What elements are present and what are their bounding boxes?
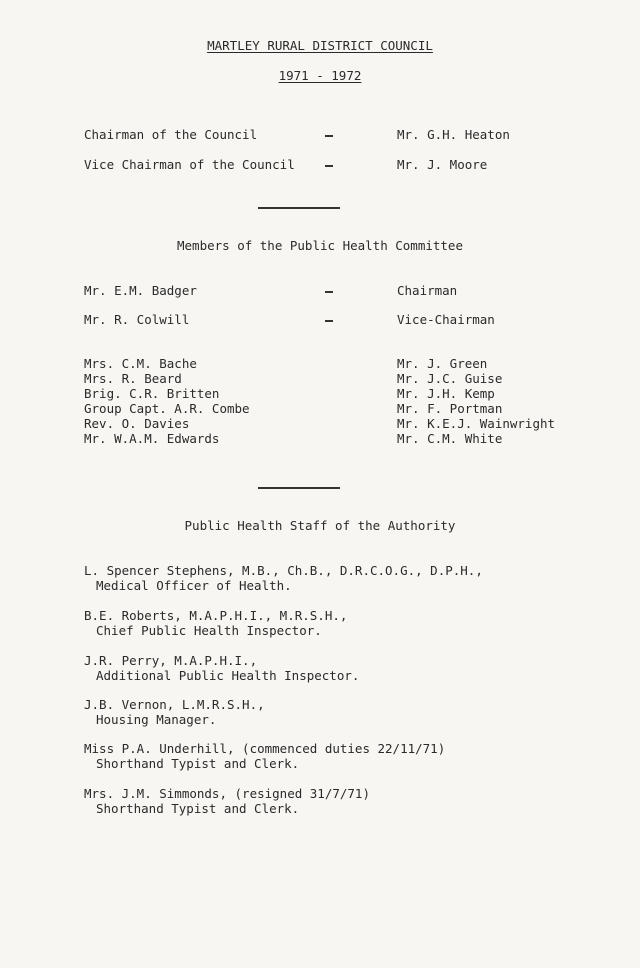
committee-officer-role: Vice-Chairman [397, 312, 495, 327]
committee-officer-name: Mr. E.M. Badger [84, 283, 197, 298]
member-name: Mr. J.H. Kemp [397, 386, 495, 401]
staff-name: J.B. Vernon, L.M.R.S.H., [84, 697, 265, 712]
committee-heading: Members of the Public Health Committee [177, 238, 463, 253]
member-name: Mrs. C.M. Bache [84, 356, 197, 371]
officer-role: Vice Chairman of the Council [84, 157, 295, 172]
committee-officer-role: Chairman [397, 283, 458, 298]
separator-dash [325, 135, 333, 137]
staff-name: B.E. Roberts, M.A.P.H.I., M.R.S.H., [84, 608, 348, 623]
staff-title: Housing Manager. [96, 712, 217, 727]
officer-name: Mr. G.H. Heaton [397, 127, 510, 142]
section-divider [258, 487, 340, 489]
member-name: Rev. O. Davies [84, 416, 190, 431]
member-name: Mr. J.C. Guise [397, 371, 503, 386]
separator-dash [325, 165, 333, 167]
council-title: MARTLEY RURAL DISTRICT COUNCIL [207, 38, 433, 53]
member-name: Mr. J. Green [397, 356, 488, 371]
staff-title: Additional Public Health Inspector. [96, 668, 360, 683]
member-name: Mrs. R. Beard [84, 371, 182, 386]
year-range: 1971 - 1972 [278, 68, 362, 83]
member-name: Mr. C.M. White [397, 431, 503, 446]
officer-name: Mr. J. Moore [397, 157, 488, 172]
staff-name: Miss P.A. Underhill, (commenced duties 22/11/71) [84, 741, 446, 756]
staff-name: J.R. Perry, M.A.P.H.I., [84, 653, 258, 668]
officer-role: Chairman of the Council [84, 127, 258, 142]
member-name: Group Capt. A.R. Combe [84, 401, 250, 416]
staff-name: L. Spencer Stephens, M.B., Ch.B., D.R.C.O.G., D.P.H., [84, 563, 483, 578]
member-name: Mr. K.E.J. Wainwright [397, 416, 556, 431]
staff-heading: Public Health Staff of the Authority [184, 518, 456, 533]
separator-dash [325, 291, 333, 293]
member-name: Brig. C.R. Britten [84, 386, 220, 401]
section-divider [258, 207, 340, 209]
staff-title: Shorthand Typist and Clerk. [96, 756, 300, 771]
staff-name: Mrs. J.M. Simmonds, (resigned 31/7/71) [84, 786, 370, 801]
staff-title: Chief Public Health Inspector. [96, 623, 322, 638]
staff-title: Medical Officer of Health. [96, 578, 292, 593]
committee-officer-name: Mr. R. Colwill [84, 312, 190, 327]
member-name: Mr. F. Portman [397, 401, 503, 416]
staff-title: Shorthand Typist and Clerk. [96, 801, 300, 816]
separator-dash [325, 320, 333, 322]
member-name: Mr. W.A.M. Edwards [84, 431, 220, 446]
